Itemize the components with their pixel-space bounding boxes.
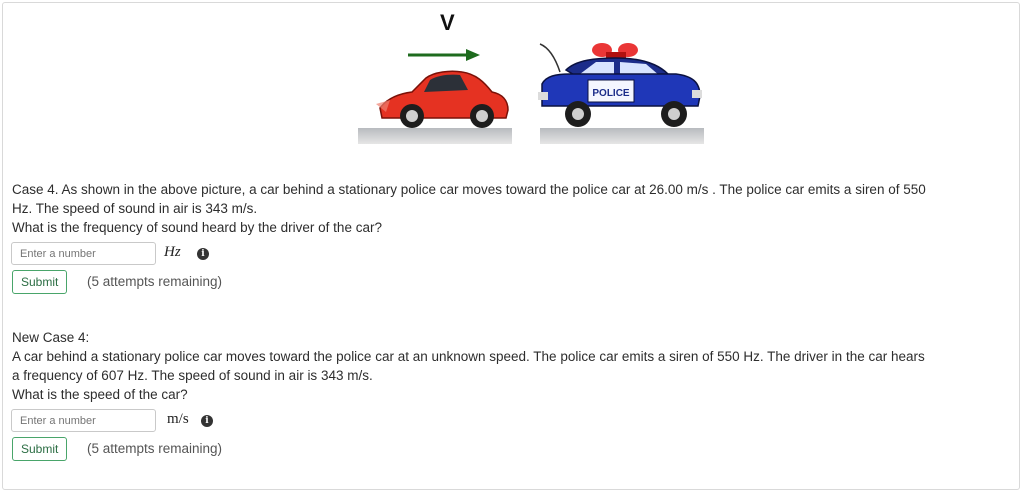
case1-question: What is the frequency of sound heard by the driver of the car? bbox=[12, 220, 382, 235]
case1-text-line2: Hz. The speed of sound in air is 343 m/s. bbox=[12, 201, 258, 216]
frequency-unit: Hz bbox=[164, 244, 181, 260]
case2-text-line1: A car behind a stationary police car moves toward the police car at an unknown speed. The police car emits a siren of 550 Hz. The driver in the car hears bbox=[12, 349, 925, 364]
police-car-icon bbox=[536, 40, 704, 132]
case1-text-line1: Case 4. As shown in the above picture, a car behind a stationary police car moves toward the police car at 26.00 m/s . The police car emits a siren of 550 bbox=[12, 182, 926, 197]
speed-unit: m/s bbox=[167, 411, 189, 427]
velocity-arrow-icon bbox=[408, 48, 482, 62]
attempts-remaining: (5 attempts remaining) bbox=[87, 441, 223, 456]
attempts-remaining: (5 attempts remaining) bbox=[87, 274, 223, 289]
case2-question: What is the speed of the car? bbox=[12, 387, 188, 402]
red-car-icon bbox=[376, 64, 512, 132]
velocity-label: V bbox=[440, 10, 455, 35]
info-icon[interactable]: i bbox=[201, 415, 213, 427]
info-icon[interactable]: i bbox=[197, 248, 209, 260]
speed-input[interactable] bbox=[11, 409, 156, 432]
case2-text-line2: a frequency of 607 Hz. The speed of sound in air is 343 m/s. bbox=[12, 368, 373, 383]
submit-button[interactable]: Submit bbox=[12, 437, 67, 461]
frequency-input[interactable] bbox=[11, 242, 156, 265]
police-text: POLICE bbox=[592, 88, 630, 99]
case2-heading: New Case 4: bbox=[12, 330, 90, 345]
submit-button[interactable]: Submit bbox=[12, 270, 67, 294]
